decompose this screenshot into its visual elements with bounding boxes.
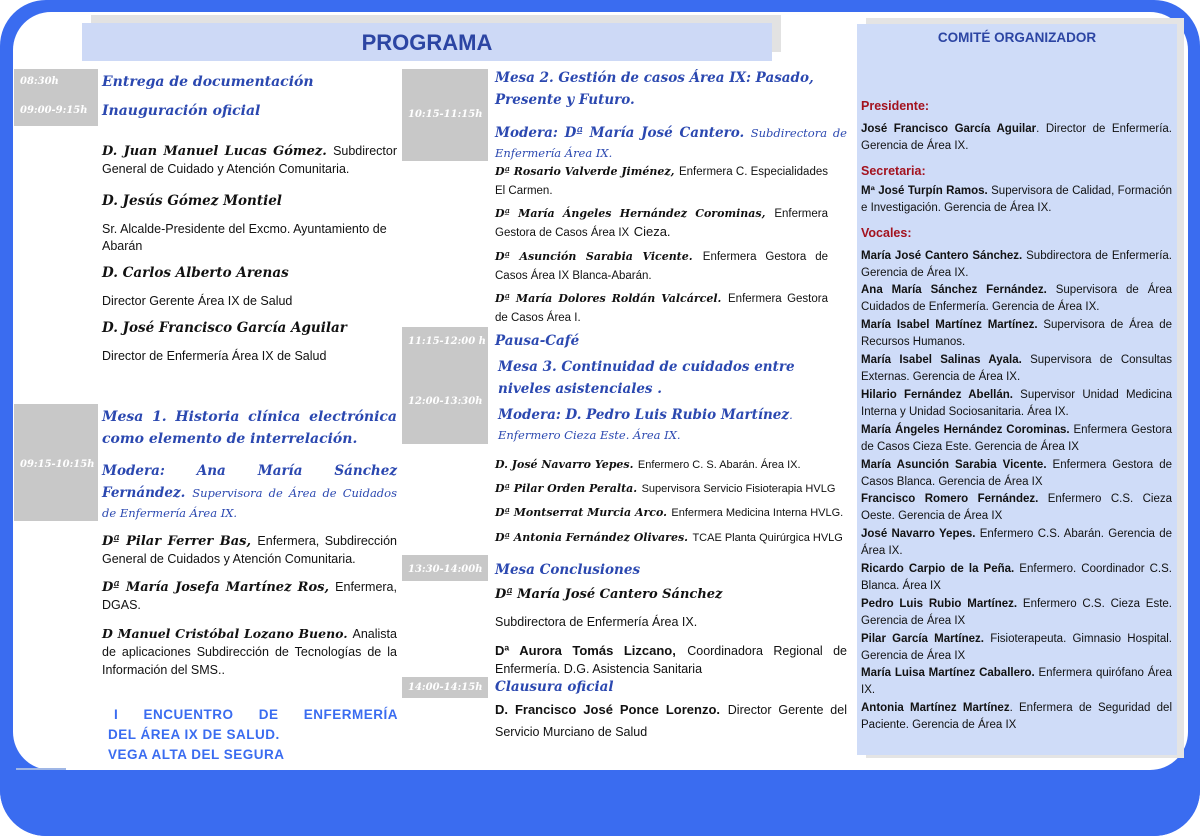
speaker-role: Enfermera Gestora de Casos Área IX Blanca-Abarán.: [495, 251, 828, 282]
speaker-name: D. Francisco José Ponce Lorenzo.: [495, 702, 720, 717]
programa-title: PROGRAMA: [82, 23, 772, 61]
mesa-heading: Mesa 3. Continuidad de cuidados entre niveles asistenciales .: [498, 359, 795, 397]
time-block-0830: [14, 69, 98, 126]
committee-member: [861, 183, 1172, 218]
speaker-entry: [495, 528, 843, 547]
member-name: Mª José Turpín Ramos.: [861, 185, 988, 197]
member-name: Pilar García Martínez.: [861, 633, 984, 645]
speaker-name: Dª María José Cantero Sánchez: [495, 587, 723, 602]
speaker-name: Dª Pilar Orden Peralta.: [495, 482, 638, 495]
time-block-1400: [402, 677, 488, 698]
time-label: 14:00-14:15h: [408, 682, 483, 693]
committee-member: [861, 491, 1172, 526]
moderator-name: Modera: Ana María Sánchez Fernández.: [102, 463, 397, 501]
member-name: José Navarro Yepes.: [861, 528, 976, 540]
speaker-role: Cieza.: [633, 224, 671, 239]
member-role: Enfermero. Coordinador C.S. Blanca. Área IX: [861, 563, 1172, 593]
speaker-role: Enfermera, Subdirección General de Cuidados y Atención Comunitaria.: [102, 534, 397, 566]
moderator-entry: [102, 460, 397, 522]
member-role: Subdirectora de Enfermería. Gerencia de Área IX.: [861, 250, 1172, 280]
speaker-role: Analista de aplicaciones Subdirección de Tecnologías de la Información del SMS..: [102, 627, 397, 677]
member-name: María José Cantero Sánchez.: [861, 250, 1023, 262]
committee-member: [861, 700, 1172, 735]
member-role: Supervisora de Consultas Externas. Gerencia de Área IX.: [861, 354, 1172, 384]
speaker-role: Enfermera Medicina Interna HVLG.: [671, 507, 844, 519]
moderator-role: Subdirectora de Enfermería Área IX.: [495, 126, 847, 160]
member-role: Enfermera Gestora de Casos Cieza Este. Gerencia de Área IX: [861, 424, 1172, 454]
member-role: Enfermero C.S. Abarán. Gerencia de Área IX.: [861, 528, 1172, 558]
agenda-heading: Clausura oficial: [495, 679, 614, 695]
member-role: Enfermera quirófano Área IX.: [861, 667, 1172, 697]
committee-member: [861, 317, 1172, 352]
speaker-name: D Manuel Cristóbal Lozano Bueno.: [102, 626, 348, 641]
role-label-secretaria: Secretaria:: [861, 164, 926, 178]
speaker-role: Enfermera, DGAS.: [102, 580, 397, 612]
member-role: Supervisora de Área Cuidados de Enfermería. Gerencia de Área IX.: [861, 284, 1172, 314]
time-label: 13:30-14:00h: [408, 564, 483, 575]
moderator-name: Modera: Dª María José Cantero.: [495, 125, 745, 141]
member-name: Antonia Martínez Martínez: [861, 702, 1010, 714]
member-role: Fisioterapeuta. Gimnasio Hospital. Gerencia de Área IX: [861, 633, 1173, 663]
time-label: 09:00-9:15h: [20, 105, 88, 116]
speaker-role: Coordinadora Regional de Enfermería. D.G. Asistencia Sanitaria: [495, 644, 847, 676]
speaker-name: Dª Montserrat Murcia Arco.: [495, 506, 667, 519]
speaker-role: TCAE Planta Quirúrgica HVLG: [692, 532, 843, 544]
speaker-role: Sr. Alcalde-Presidente del Excmo. Ayuntamiento de Abarán: [102, 222, 387, 253]
time-block-1015: [402, 69, 488, 161]
event-title-line: VEGA ALTA DEL SEGURA: [108, 747, 285, 762]
agenda-heading: Mesa Conclusiones: [495, 562, 641, 578]
member-name: María Asunción Sarabia Vicente.: [861, 459, 1047, 471]
comite-title: COMITÉ ORGANIZADOR: [937, 30, 1097, 45]
speaker-role: Enfermera Gestora de Casos Área IX: [495, 208, 828, 239]
speaker-role: Supervisora Servicio Fisioterapia HVLG: [641, 483, 836, 495]
moderator-name: Modera: D. Pedro Luis Rubio Martínez: [498, 407, 790, 423]
event-title-line: DEL ÁREA IX DE SALUD.: [108, 727, 280, 742]
speaker-role: Director Gerente del Servicio Murciano de Salud: [495, 703, 847, 739]
speaker-role: Subdirectora de Enfermería Área IX.: [495, 615, 698, 629]
speaker-role: Subdirector General de Cuidado y Atención Comunitaria.: [102, 144, 397, 176]
member-name: María Isabel Salinas Ayala.: [861, 354, 1022, 366]
member-role: Enfermero C.S. Cieza Este. Gerencia de Área IX: [861, 598, 1172, 628]
agenda-heading: Entrega de documentación: [102, 74, 314, 90]
member-name: María Ángeles Hernández Corominas.: [861, 424, 1070, 436]
committee-member: [861, 282, 1172, 317]
member-role: Supervisora de Calidad, Formación e Investigación. Gerencia de Área IX.: [861, 185, 1172, 215]
time-block-1115: [402, 327, 488, 444]
speaker-entry: [495, 162, 828, 200]
mesa-heading: Mesa 1. Historia clínica electrónica como elemento de interrelación.: [102, 409, 397, 447]
mesa-heading: Mesa 2. Gestión de casos Área IX: Pasado, Presente y Futuro.: [495, 70, 814, 108]
committee-member: [861, 457, 1172, 492]
speaker-entry: [495, 479, 835, 498]
speaker-entry: [102, 625, 397, 679]
committee-member: [861, 248, 1172, 283]
committee-member: [861, 121, 1172, 156]
member-name: Francisco Romero Fernández.: [861, 493, 1039, 505]
speaker-role: Enfermera Gestora de Casos Área I.: [495, 293, 828, 324]
time-block-1330: [402, 555, 488, 581]
member-role: Enfermero C.S. Cieza Oeste. Gerencia de Área IX: [861, 493, 1172, 523]
speaker-name: Dª Antonia Fernández Olivares.: [495, 531, 688, 544]
time-label: 09:15-10:15h: [20, 459, 95, 470]
speaker-entry: [495, 289, 828, 327]
time-block-0915: [14, 404, 98, 521]
speaker-name: Dª Rosario Valverde Jiménez,: [495, 165, 675, 178]
speaker-role: Director de Enfermería Área IX de Salud: [102, 349, 327, 363]
role-label-vocales: Vocales:: [861, 226, 912, 240]
speaker-entry: [495, 455, 801, 474]
committee-member: [861, 352, 1172, 387]
time-label: 08:30h: [20, 76, 59, 87]
member-name: José Francisco García Aguilar: [861, 123, 1037, 135]
speaker-entry: [102, 532, 397, 568]
speaker-entry: [495, 204, 828, 242]
speaker-role: Enfermera C. Especialidades El Carmen.: [495, 166, 828, 197]
bottom-band: [0, 770, 1200, 836]
member-role: Enfermera Gestora de Casos Blanca. Gerencia de Área IX: [861, 459, 1172, 489]
speaker-name: Dª María Dolores Roldán Valcárcel.: [495, 292, 722, 305]
member-name: María Luisa Martínez Caballero.: [861, 667, 1035, 679]
member-role: . Enfermera de Seguridad del Paciente. Gerencia de Área IX: [861, 702, 1172, 732]
divider: [16, 768, 66, 770]
speaker-name: D. José Francisco García Aguilar: [102, 320, 347, 336]
agenda-heading: Pausa-Café: [495, 333, 580, 349]
member-name: María Isabel Martínez Martínez.: [861, 319, 1038, 331]
member-role: Supervisor Unidad Medicina Interna y Unidad Sociosanitaria. Área IX.: [861, 389, 1172, 419]
time-label: 12:00-13:30h: [408, 396, 483, 407]
event-title: [108, 705, 398, 765]
member-name: Ricardo Carpio de la Peña.: [861, 563, 1015, 575]
committee-member: [861, 422, 1172, 457]
agenda-heading: Inauguración oficial: [102, 103, 261, 119]
event-title-line: I ENCUENTRO DE ENFERMERÍA: [114, 707, 398, 722]
speaker-name: D. José Navarro Yepes.: [495, 458, 634, 471]
speaker-name: D. Jesús Gómez Montiel: [102, 193, 282, 209]
member-name: Pedro Luis Rubio Martínez.: [861, 598, 1018, 610]
speaker-role: Director Gerente Área IX de Salud: [102, 294, 293, 308]
committee-member: [861, 561, 1172, 596]
speaker-entry: [102, 578, 397, 614]
speaker-name: D. Juan Manuel Lucas Gómez.: [102, 144, 327, 159]
committee-member: [861, 665, 1172, 700]
moderator-role: . Enfermero Cieza Este. Área IX.: [498, 408, 793, 442]
speaker-entry: [495, 503, 843, 522]
speaker-name: Dª María Ángeles Hernández Corominas,: [495, 207, 766, 220]
member-name: Ana María Sánchez Fernández.: [861, 284, 1047, 296]
moderator-role: Supervisora de Área de Cuidados de Enfermería Área IX.: [102, 486, 397, 520]
speaker-name: Dª María Josefa Martínez Ros,: [102, 580, 329, 595]
committee-member: [861, 526, 1172, 561]
moderator-entry: [498, 404, 843, 444]
moderator-entry: [495, 122, 847, 162]
member-role: . Director de Enfermería. Gerencia de Área IX.: [861, 123, 1172, 153]
time-label: 10:15-11:15h: [408, 109, 483, 120]
speaker-name: D. Carlos Alberto Arenas: [102, 265, 289, 281]
speaker-name: Dª Asunción Sarabia Vicente.: [495, 250, 693, 263]
committee-member: [861, 631, 1172, 666]
speaker-role: Enfermero C. S. Abarán. Área IX.: [637, 459, 801, 471]
speaker-entry: [495, 642, 847, 678]
member-name: Hilario Fernández Abellán.: [861, 389, 1013, 401]
committee-member: [861, 387, 1172, 422]
speaker-name: Dª Aurora Tomás Lizcano,: [495, 643, 676, 658]
speaker-entry: [495, 699, 847, 743]
speaker-entry: [102, 142, 397, 178]
speaker-name: Dª Pilar Ferrer Bas,: [102, 534, 251, 549]
committee-member: [861, 596, 1172, 631]
time-label: 11:15-12:00 h: [408, 336, 486, 347]
member-role: Supervisora de Área de Recursos Humanos.: [861, 319, 1172, 349]
speaker-entry: [495, 247, 828, 285]
role-label-presidente: Presidente:: [861, 99, 930, 113]
